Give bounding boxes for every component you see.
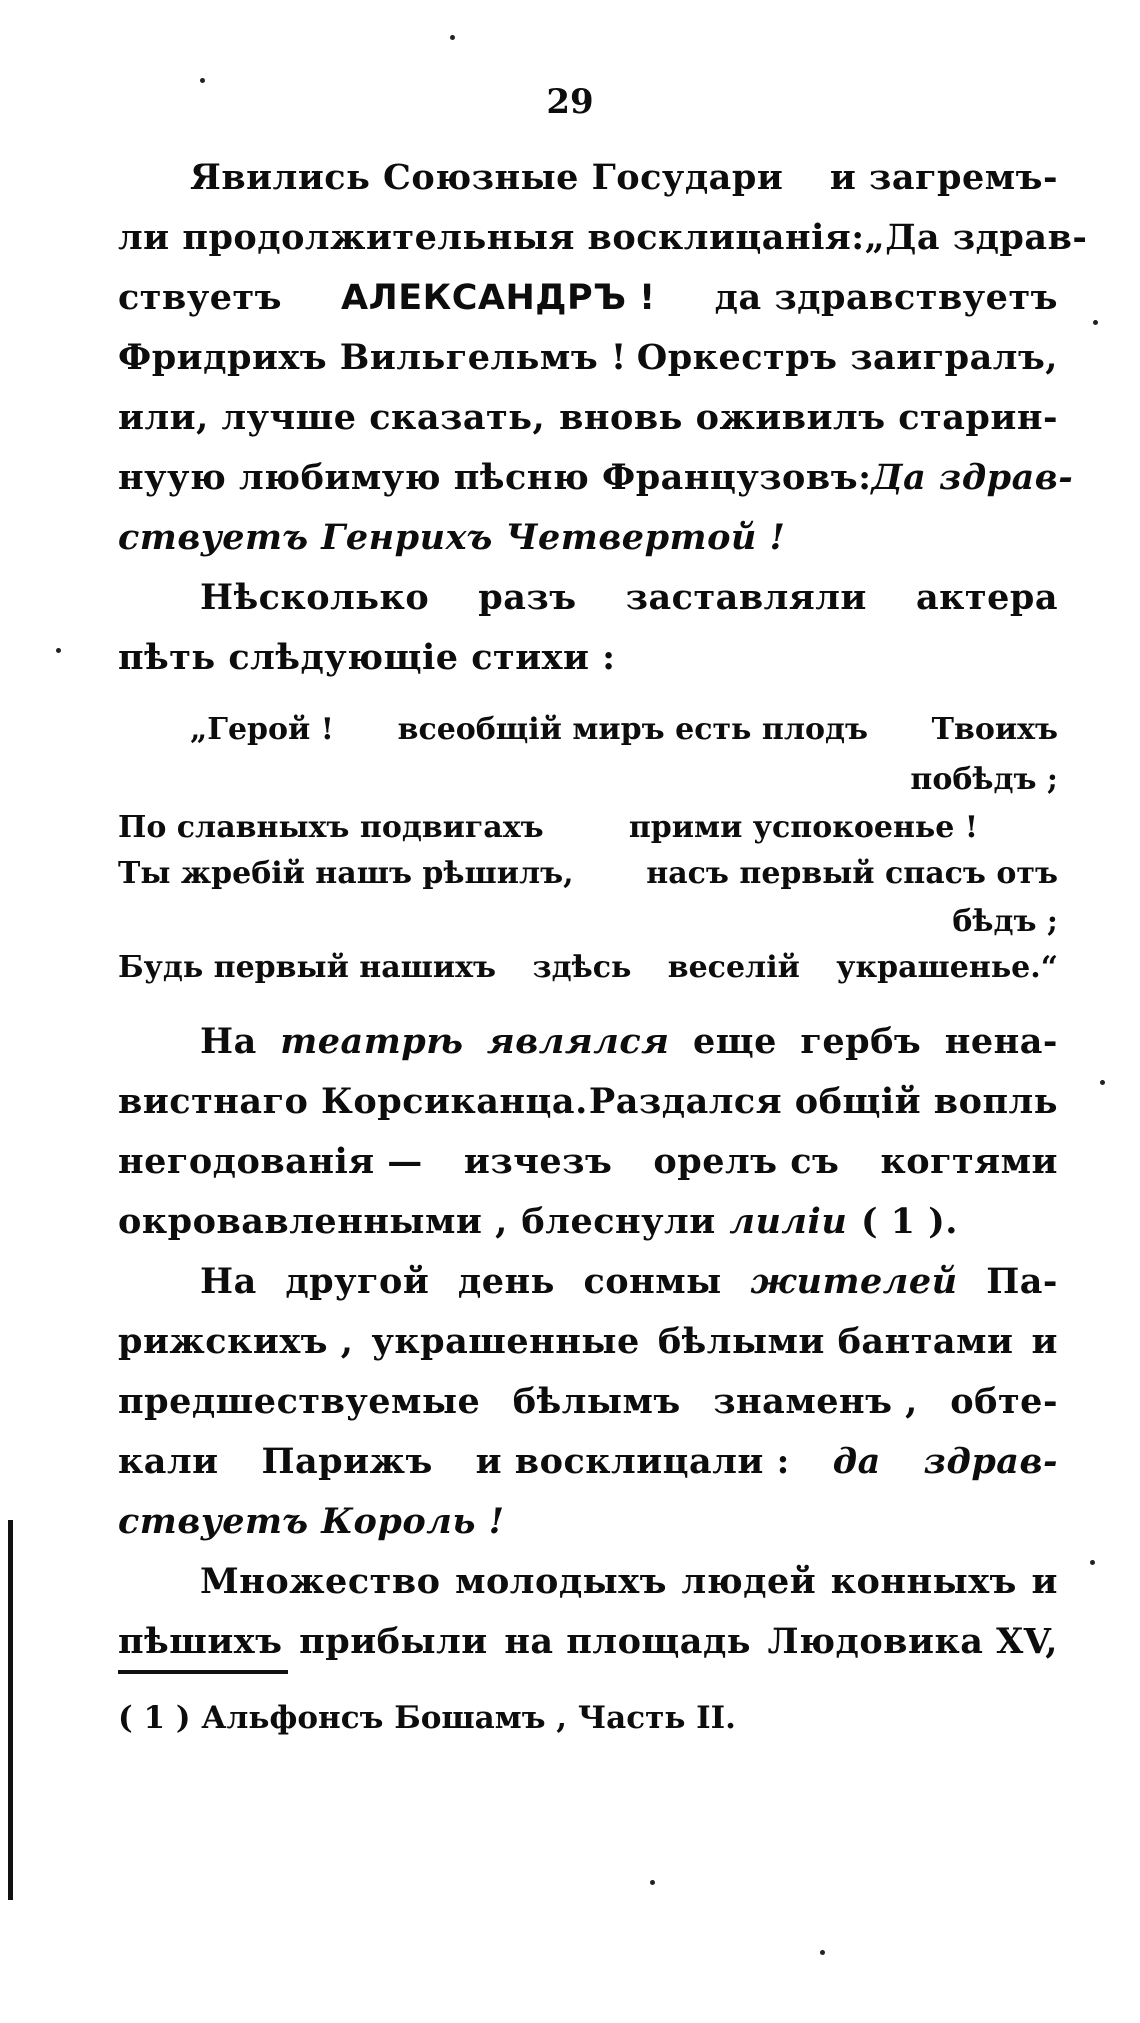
text-run: да здравствуетъ bbox=[714, 277, 1058, 318]
text-line bbox=[118, 338, 1058, 378]
text-run: всеобщій миръ есть плодъ bbox=[397, 712, 868, 747]
scan-speck bbox=[1090, 1560, 1095, 1565]
text-run: негодованія — bbox=[118, 1141, 423, 1182]
text-run: рижскихъ , bbox=[118, 1321, 354, 1362]
text-run: нуую любимую пѣсню Французовъ: bbox=[118, 457, 872, 498]
verse-line bbox=[118, 810, 978, 846]
text-run: еще bbox=[693, 1021, 777, 1062]
text-run: Людовика XV, bbox=[767, 1621, 1058, 1662]
text-run: Оркестръ заигралъ, bbox=[636, 337, 1058, 378]
text-line bbox=[200, 1562, 1058, 1602]
text-line bbox=[118, 1082, 1058, 1122]
text-run: прибыли bbox=[299, 1621, 488, 1662]
text-run: гербъ bbox=[800, 1021, 922, 1062]
text-run: здѣсь bbox=[532, 950, 632, 985]
text-run: здрав- bbox=[923, 1441, 1058, 1482]
text-run: на площадь bbox=[504, 1621, 752, 1662]
text-run: окровавленными , bbox=[118, 1201, 508, 1242]
text-line bbox=[118, 1622, 1058, 1662]
text-run: и загремъ- bbox=[829, 157, 1058, 198]
text-run: Парижъ bbox=[261, 1441, 433, 1482]
text-line bbox=[118, 398, 1058, 438]
text-run: веселій bbox=[667, 950, 800, 985]
text-run: вистнаго Корсиканца. bbox=[118, 1081, 588, 1122]
text-run: Множество bbox=[200, 1561, 441, 1602]
text-line bbox=[118, 457, 1074, 498]
text-line bbox=[118, 1322, 1058, 1362]
text-run: обте- bbox=[950, 1381, 1058, 1422]
text-run: украшенье.“ bbox=[836, 950, 1058, 985]
text-run: блеснули bbox=[521, 1201, 716, 1242]
text-line bbox=[118, 1202, 958, 1242]
verse-continuation: бѣдъ ; bbox=[952, 904, 1058, 939]
verse-line bbox=[118, 950, 1058, 986]
text-run: сонмы bbox=[583, 1261, 722, 1302]
text-line bbox=[190, 158, 1058, 198]
scan-speck bbox=[56, 648, 61, 653]
text-run: украшенные bbox=[371, 1321, 640, 1362]
page-number: 29 bbox=[546, 82, 594, 122]
text-run: молодыхъ bbox=[455, 1561, 667, 1602]
text-run: конныхъ bbox=[830, 1561, 1017, 1602]
scan-speck bbox=[200, 78, 205, 83]
text-run: По славныхъ подвигахъ bbox=[118, 810, 544, 845]
text-run: ствуетъ bbox=[118, 277, 283, 318]
verse-continuation: побѣдъ ; bbox=[910, 762, 1058, 797]
text-run: Па- bbox=[986, 1261, 1058, 1302]
text-run: и bbox=[1031, 1321, 1058, 1362]
text-run: кали bbox=[118, 1441, 219, 1482]
text-line: ствуетъ Король ! bbox=[118, 1501, 505, 1542]
text-run: нена- bbox=[944, 1021, 1058, 1062]
scan-speck bbox=[450, 35, 455, 40]
text-run: Явились Союзные Государи bbox=[190, 157, 784, 198]
text-run: Фридрихъ Вильгельмъ ! bbox=[118, 337, 627, 378]
text-run: и восклицали : bbox=[475, 1441, 790, 1482]
text-run: актера bbox=[915, 577, 1058, 618]
text-run: бѣлыми бантами bbox=[657, 1321, 1014, 1362]
footnote-divider bbox=[118, 1670, 288, 1674]
text-run: изчезъ bbox=[463, 1141, 613, 1182]
text-line bbox=[118, 217, 1088, 258]
scan-speck bbox=[1093, 320, 1098, 325]
text-run: Ты жребій нашъ рѣшилъ, bbox=[118, 856, 574, 891]
text-run: день bbox=[457, 1261, 555, 1302]
text-run: другой bbox=[285, 1261, 430, 1302]
text-run: На bbox=[200, 1261, 257, 1302]
text-line bbox=[118, 1382, 1058, 1422]
text-run: „Да здрав- bbox=[864, 217, 1088, 258]
text-run: „Герой ! bbox=[190, 712, 334, 747]
text-line bbox=[200, 1022, 1058, 1062]
text-run: когтями bbox=[880, 1141, 1058, 1182]
text-line: ствуетъ Генрихъ Четвертой ! bbox=[118, 517, 786, 558]
scan-speck bbox=[1100, 1080, 1105, 1085]
text-run: На bbox=[200, 1021, 257, 1062]
text-run: заставляли bbox=[625, 577, 867, 618]
text-run: ( 1 ). bbox=[860, 1201, 958, 1242]
text-run: театрѣ bbox=[280, 1021, 464, 1062]
verse-line bbox=[190, 712, 1058, 748]
scan-speck bbox=[820, 1950, 825, 1955]
text-run: ли продолжительныя восклицанія: bbox=[118, 217, 865, 258]
text-run: Будь первый нашихъ bbox=[118, 950, 497, 985]
text-run: Раздался общій вопль bbox=[588, 1081, 1058, 1122]
text-run: являлся bbox=[486, 1021, 670, 1062]
text-run: да bbox=[832, 1441, 881, 1482]
text-run: Нѣсколько bbox=[200, 577, 430, 618]
text-line bbox=[118, 1142, 1058, 1182]
text-run: или, лучше сказать, bbox=[118, 397, 546, 438]
text-run: орелъ съ bbox=[653, 1141, 840, 1182]
text-run: предшествуемые bbox=[118, 1381, 481, 1422]
text-run: знаменъ , bbox=[713, 1381, 918, 1422]
scan-speck bbox=[650, 1880, 655, 1885]
text-run: и bbox=[1031, 1561, 1058, 1602]
page-edge-line bbox=[8, 1520, 13, 1900]
text-run: вновь оживилъ старин- bbox=[559, 397, 1058, 438]
text-run: Твоихъ bbox=[931, 712, 1058, 747]
text-run: жителей bbox=[750, 1261, 958, 1302]
text-run: пѣшихъ bbox=[118, 1621, 283, 1662]
text-line: пѣть слѣдующіе стихи : bbox=[118, 637, 616, 678]
text-line bbox=[200, 578, 1058, 618]
text-run: прими успокоенье ! bbox=[628, 810, 978, 845]
text-line bbox=[118, 278, 1058, 318]
verse-line bbox=[118, 856, 1058, 892]
text-run: Да здрав- bbox=[871, 457, 1074, 498]
text-run: лиліи bbox=[729, 1201, 848, 1242]
text-line bbox=[200, 1262, 1058, 1302]
text-run: людей bbox=[681, 1561, 817, 1602]
text-run: бѣлымъ bbox=[512, 1381, 681, 1422]
text-run: АЛЕКСАНДРЪ ! bbox=[341, 278, 656, 318]
footnote: ( 1 ) Альфонсъ Бошамъ , Часть II. bbox=[118, 1700, 736, 1736]
text-line bbox=[118, 1442, 1058, 1482]
text-run: насъ первый спасъ отъ bbox=[646, 856, 1058, 891]
text-run: разъ bbox=[478, 577, 577, 618]
